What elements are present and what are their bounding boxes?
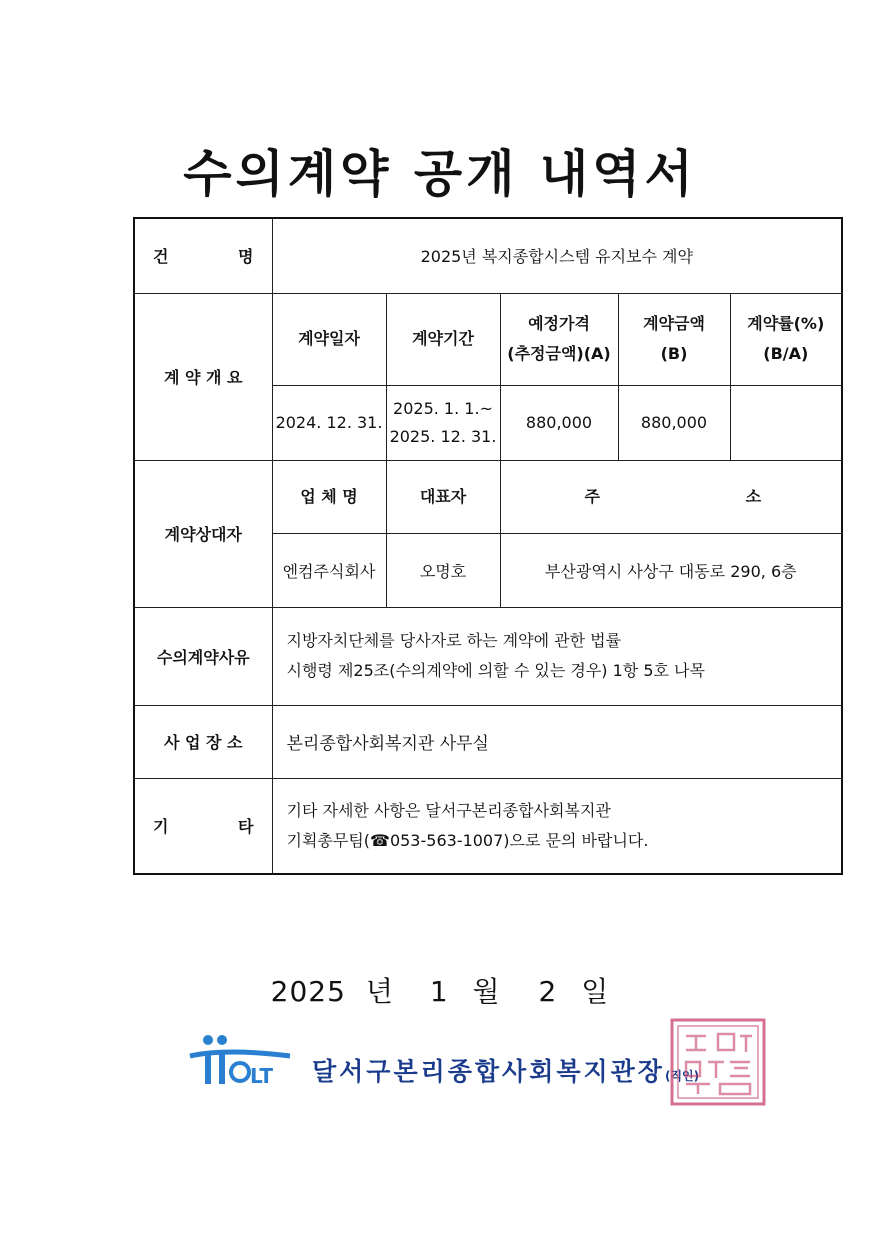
bonri-welfare-logo-icon [186,1030,296,1092]
header-estimated-line2: (추정금액)(A) [507,344,611,363]
logo-text: LT [250,1064,274,1088]
label-contract-name [134,218,272,293]
date-month-unit: 월 [472,975,501,1008]
label-etc [134,778,272,874]
row-party-header [134,460,842,533]
org-name-text: 달서구본리종합사회복지관장 [312,1057,665,1086]
label-party: 계약상대자 [134,460,272,607]
header-amount-line1: 계약금액 [643,314,705,333]
company-value: 엔컴주식회사 [272,533,386,607]
ceo-value: 오명호 [386,533,500,607]
label-contract-name-a: 건 [153,247,169,267]
place-value: 본리종합사회복지관 사무실 [272,705,842,778]
header-address-b: 소 [745,486,762,506]
etc-line1: 기타 자세한 사항은 달서구본리종합사회복지관 [286,800,611,820]
estimated-price-value: 880,000 [500,385,618,460]
label-reason: 수의계약사유 [134,607,272,705]
contract-table [133,217,843,875]
header-address-a: 주 [584,486,600,506]
label-overview: 계 약 개 요 [134,293,272,460]
date-year-unit: 년 [365,975,394,1008]
contract-period-value [386,385,500,460]
header-estimated-line1: 예정가격 [528,314,590,333]
date-day-unit: 일 [581,975,610,1008]
reason-line2: 시행령 제25조(수의계약에 의할 수 있는 경우) 1항 5호 나목 [286,661,705,680]
signature-footer [186,1030,786,1100]
date-day: 2 [538,975,558,1008]
page-title: 수의계약 공개 내역서 [183,145,697,203]
header-contract-rate [730,293,842,385]
label-etc-a: 기 [153,817,169,837]
contract-amount-value: 880,000 [618,385,730,460]
row-reason [134,607,842,705]
header-company: 업 체 명 [272,460,386,533]
header-contract-period: 계약기간 [386,293,500,385]
row-contract-name [134,218,842,293]
reason-value [272,607,842,705]
header-estimated-price [500,293,618,385]
header-address [500,460,842,533]
official-seal-icon [668,1016,768,1108]
contract-name-value: 2025년 복지종합시스템 유지보수 계약 [272,218,842,293]
row-etc [134,778,842,874]
header-rate-line1: 계약률(%) [747,314,825,333]
label-etc-b: 타 [238,817,254,837]
etc-value [272,778,842,874]
header-ceo: 대표자 [386,460,500,533]
issue-date [0,970,880,1010]
header-contract-amount [618,293,730,385]
date-month: 1 [429,975,449,1008]
label-contract-name-b: 명 [238,247,254,267]
address-value: 부산광역시 사상구 대동로 290, 6층 [500,533,842,607]
contract-date-value: 2024. 12. 31. [272,385,386,460]
period-start: 2025. 1. 1.~ [393,398,493,418]
header-rate-line2: (B/A) [763,344,809,363]
row-place [134,705,842,778]
seal-note: (직인) [664,1069,700,1083]
period-end: 2025. 12. 31. [389,426,497,446]
header-contract-date: 계약일자 [272,293,386,385]
reason-line1: 지방자치단체를 당사자로 하는 계약에 관한 법률 [286,631,622,650]
contract-rate-value [730,385,842,460]
date-year: 2025 [270,975,346,1008]
organization-name [312,1052,699,1088]
etc-line2: 기획총무팀(☎053-563-1007)으로 문의 바랍니다. [286,830,649,850]
label-place: 사 업 장 소 [134,705,272,778]
header-amount-line2: (B) [660,344,688,363]
row-overview-header [134,293,842,385]
